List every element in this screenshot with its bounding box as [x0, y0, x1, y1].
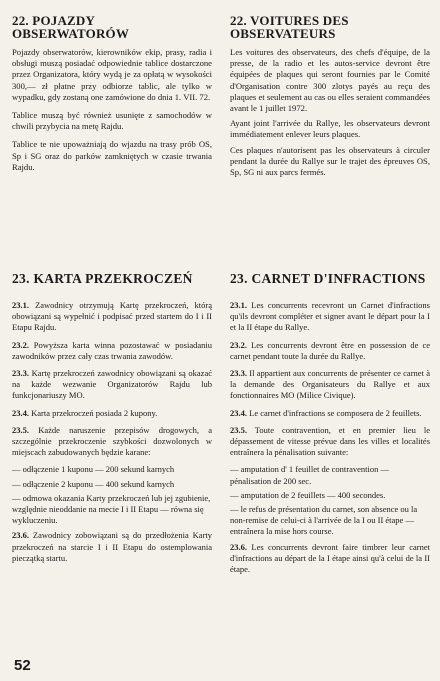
- list-item: — le refus de présentation du carnet, son absence ou la non-remise de celui-ci à l'arrivée de la I ou II étape — entraînera la mise hors course.: [230, 504, 418, 537]
- penalty-list: [230, 464, 430, 537]
- section-title: 23. KARTA PRZEKROCZEŃ: [12, 271, 193, 286]
- list-item: 23.6. Les concurrents devront faire timbrer leur carnet d'infractions au départ de la I étape ainsi qu'à celui de la II étape.: [230, 541, 431, 575]
- list-item: 23.4. Le carnet d'infractions se composera de 2 feuillets.: [230, 407, 422, 418]
- list-item: 23.4. Karta przekroczeń posiada 2 kupony.: [12, 407, 158, 418]
- list-item: 23.5. Toute contravention, et en premier lieu le dépassement de vitesse prévue dans les villes et localités entraînera la pénalisation suivante:: [230, 424, 430, 458]
- list-item: 23.3. Il appartient aux concurrents de présenter ce carnet à la demande des Organisateurs du Rallye et aux fonctionnaires MO (Milice Civique).: [230, 368, 430, 401]
- section-23-polish: [12, 272, 212, 570]
- section-title: 22. POJAZDY OBSERWATORÓW: [12, 13, 130, 41]
- list-item: 23.6. Zawodnicy zobowiązani są do przedłożenia Karty przekroczeń na starcie I i II Etapu do ostemplowania pieczątką startu.: [12, 530, 213, 563]
- paragraph: Pojazdy obserwatorów, kierowników ekip, prasy, radia i obsługi muszą posiadać odpowiednie tablice dostarczone przez Organizatora, który wydą je za opłatą w wysokości 300,— zł płatne przy odbiorze tablic, ale tylko w wypadku, gdy zostaną one zamówione do dnia 1. VII. 72.: [12, 47, 212, 102]
- penalty-list: [12, 464, 212, 526]
- list-item: — odmowa okazania Karty przekroczeń lub jej zgubienie, względnie nieoddanie na mecie I i II Etapu — równa się wykluczeniu.: [12, 492, 211, 526]
- page-number: 52: [14, 657, 31, 674]
- list-item: — odłączenie 2 kuponu — 400 sekund karnych: [12, 478, 175, 489]
- paragraph: Les voitures des observateurs, des chefs d'équipe, de la presse, de la radio et les autos-service devront être équipées de plaques qui seront fournies par le Comité d'Organisation contre 300 zlotys payés au reçu des plaques et seulement au cas ou elles seraient commandées avant le 1 juillet 1972.: [230, 47, 430, 114]
- list-item: 23.1. Les concurrents recevront un Carnet d'infractions qu'ils devront compléter et signer avant le départ pour la I et la II étape du Rallye.: [230, 300, 430, 333]
- section-22-french: [230, 14, 430, 182]
- paragraph: Tablice muszą być również usunięte z samochodów w chwili przybycia na metę Rajdu.: [12, 110, 212, 132]
- section-title: 23. CARNET D'INFRACTIONS: [230, 271, 426, 286]
- list-item: 23.3. Kartę przekroczeń zawodnicy obowiązani są okazać na każde wezwanie Organizatorów Rajdu lub funkcjonariuszy MO.: [12, 368, 212, 401]
- list-item: 23.2. Les concurrents devront être en possession de ce carnet pendant toute la durée du Rallye.: [230, 339, 430, 361]
- list-item: — amputation de 2 feuillets — 400 secondes.: [230, 489, 386, 500]
- section-22-polish: [12, 14, 212, 180]
- paragraph: Ces plaques n'autorisent pas les observateurs à circuler pendant la durée du Rallye sur le trajet des épreuves OS, Sp, SG ni aux parcs fermés.: [230, 144, 430, 178]
- paragraph: Ayant joint l'arrivée du Rallye, les observateurs devront immédiatement enlever leurs plaques.: [230, 118, 430, 140]
- list-item: 23.1. Zawodnicy otrzymują Kartę przekroczeń, którą obowiązani są wypełnić i podpisać przed startem do I i II Etapu Rajdu.: [12, 300, 212, 333]
- paragraph: Tablice te nie upoważniają do wjazdu na trasy prób OS, Sp i SG oraz do parków zamkniętych w czasie trwania Rajdu.: [12, 139, 212, 172]
- list-item: — amputation d' 1 feuillet de contravention — pénalisation de 200 sec.: [230, 464, 389, 486]
- list-item: — odłączenie 1 kuponu — 200 sekund karnych: [12, 464, 175, 475]
- section-23-french: [230, 272, 430, 581]
- section-title: 22. VOITURES DES OBSERVATEURS: [230, 13, 349, 41]
- list-item: 23.2. Powyższa karta winna pozostawać w posiadaniu zawodników przez cały czas trwania zawodów.: [12, 339, 213, 361]
- list-item: 23.5. Każde naruszenie przepisów drogowych, a szczególnie przekroczenie szybkości dozwolonych w miejscach zabudowanych będzie karane:: [12, 424, 213, 458]
